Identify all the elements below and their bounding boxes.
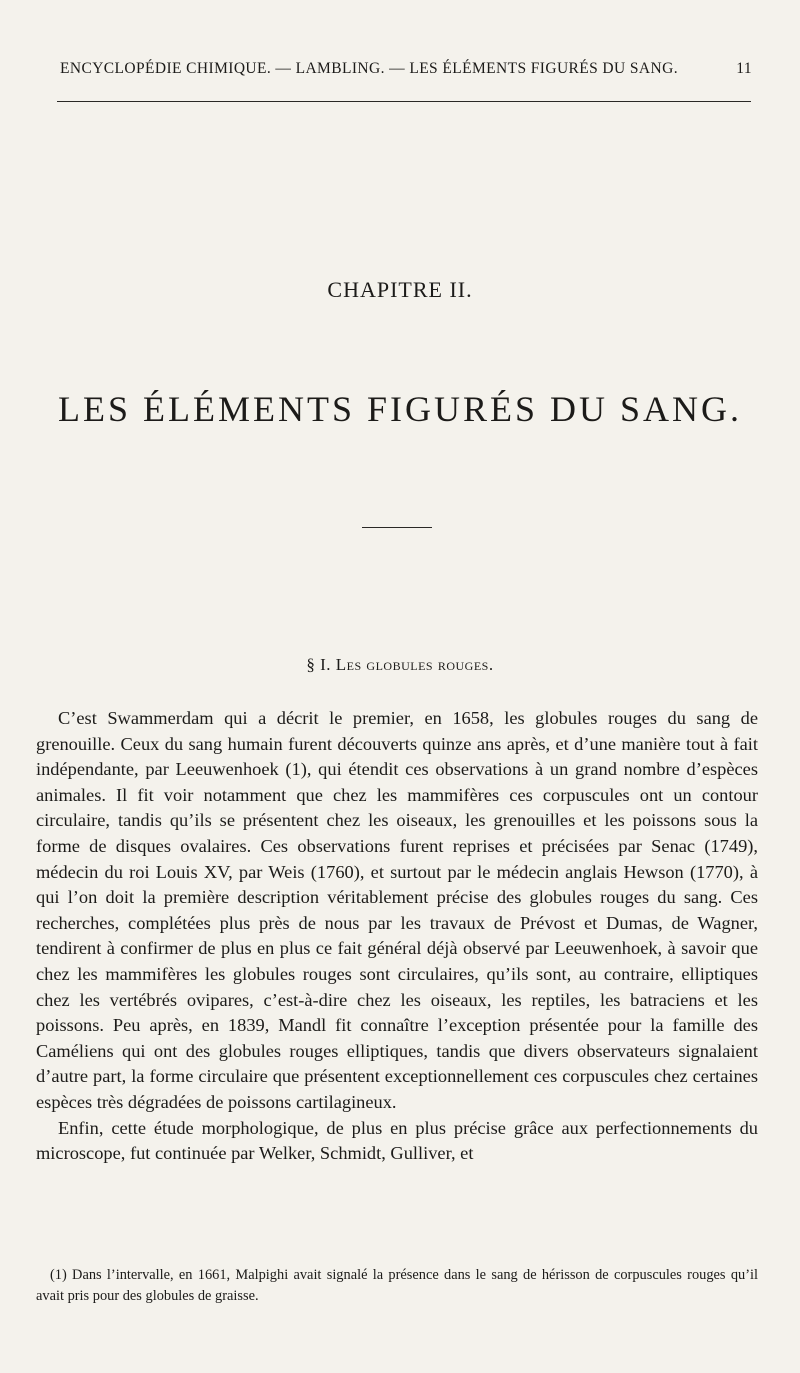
paragraph: Enfin, cette étude morphologique, de plus en plus précise grâce aux perfectionnements du microscope, fut continuée par Welker, Schmidt, Gulliver, et — [36, 1117, 758, 1164]
section-title: Les globules rouges. — [335, 655, 494, 674]
chapter-number: CHAPITRE II. — [327, 277, 473, 302]
body-text — [36, 706, 758, 1167]
footnote-text: (1) Dans l’intervalle, en 1661, Malpighi avait signalé la présence dans le sang de hérisson de corpuscules rouges qu’il avait pris pour des globules de graisse. — [36, 1267, 758, 1304]
running-title: ENCYCLOPÉDIE CHIMIQUE. — LAMBLING. — LES ÉLÉMENTS FIGURÉS DU SANG. — [60, 60, 678, 77]
chapter-title: LES ÉLÉMENTS FIGURÉS DU SANG. — [57, 389, 743, 429]
paragraph: C’est Swammerdam qui a décrit le premier, en 1658, les globules rouges du sang de grenouille. Ceux du sang humain furent découverts quinze ans après, et d’une manière tout à fait indépendante, par Leeuwenhoek (1), qui étendit ces observations à un grand nombre d’espèces animales. Il fit voir notamment que chez les mammifères ces corpuscules ont un contour circulaire, tandis qu’ils se présentent chez les oiseaux, les grenouilles et les poissons sous la forme de disques ovalaires. Ces observations furent reprises et précisées par Senac (1749), médecin du roi Louis XV, par Weis (1760), et surtout par le médecin anglais Hewson (1770), à qui l’on doit la première description véritablement précise des globules rouges du sang. Ces recherches, complétées plus près de nous par les travaux de Prévost et Dumas, de Wagner, tendirent à confirmer de plus en plus ce fait général déjà observé par Leeuwenhoek, à savoir que chez les mammifères les globules rouges sont circulaires, qu’ils sont, au contraire, elliptiques chez les vertébrés ovipares, c’est-à-dire chez les oiseaux, les reptiles, les batraciens et les poissons. Peu après, en 1839, Mandl fit connaître l’exception présentée pour la famille des Caméliens qui ont des globules rouges elliptiques, tandis que divers observateurs signalaient d’autre part, la forme circulaire que présentent exceptionnellement ces corpuscules chez certaines espèces très dégradées de poissons cartilagineux. — [36, 708, 758, 1112]
section-numeral: § I. — [306, 655, 332, 674]
page-number: 11 — [736, 60, 752, 77]
header-rule — [57, 101, 751, 102]
title-divider — [362, 527, 432, 528]
running-head — [60, 60, 752, 78]
footnote — [36, 1265, 758, 1307]
section-heading — [0, 655, 800, 675]
